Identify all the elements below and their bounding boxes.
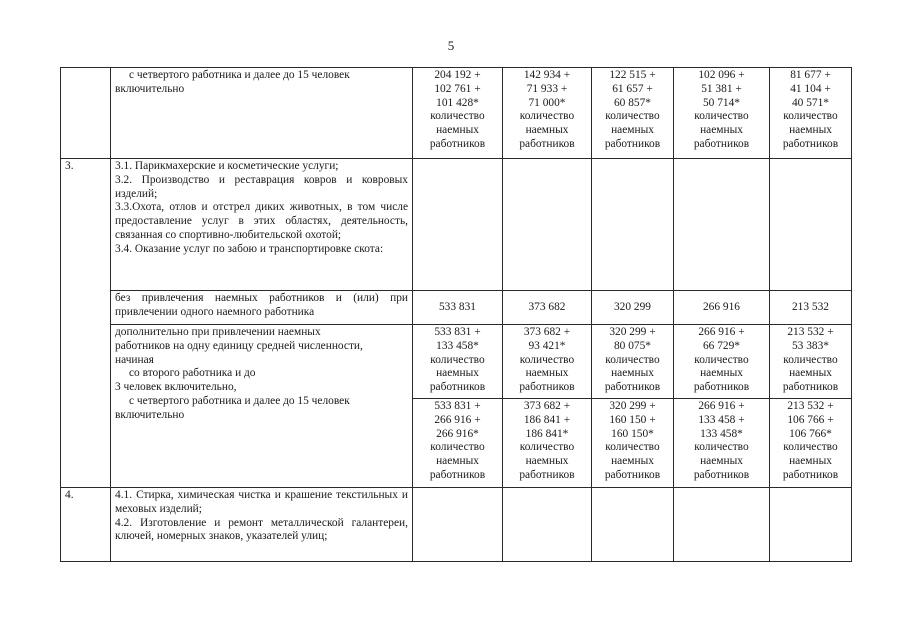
row-number-cell: 4. [61,488,111,562]
value-cell: 533 831 [413,291,503,325]
value-line: 373 682 + [523,326,571,338]
value-line: количество [519,441,575,454]
value-cell [770,399,852,488]
value-line: работников [519,137,575,150]
empty-cell [413,159,503,291]
value-line: 40 571* [791,96,830,109]
value-line: наемных [789,124,832,137]
value-cell [413,68,503,159]
value-line: работников [604,381,661,394]
table-row-continuation [61,68,852,159]
value-line: 204 192 + [434,69,481,81]
value-line: работников [429,381,486,394]
value-line: 50 714* [702,96,741,109]
empty-cell [503,159,592,291]
value-line: 93 421* [528,339,566,352]
value-line: количество [430,353,485,366]
value-cell: 213 532 [770,291,852,325]
value-cell [592,68,674,159]
value-line: наемных [436,367,479,380]
value-line: работников [604,468,661,481]
value-line: 186 841 + [523,413,571,426]
row-number-cell [61,68,111,159]
value-line: наемных [789,455,832,468]
tariff-table [60,67,852,562]
value-line: наемных [700,455,743,468]
value-line: 533 831 + [434,400,481,412]
value-line: 213 532 + [787,326,834,338]
value-line: наемных [700,367,743,380]
empty-cell [674,488,770,562]
value-line: количество [519,110,575,123]
value-line: количество [783,441,838,454]
value-cell [503,399,592,488]
value-cell: 373 682 [503,291,592,325]
empty-cell [770,159,852,291]
value-line: 106 766 + [787,413,834,426]
value-line: количество [694,353,749,366]
table-row-section-3 [61,159,852,291]
description-line: 3 человек включительно, [115,381,237,394]
value-cell [770,325,852,399]
category-item: 3.2. Производство и реставрация ковров и ковровых изделий; [115,173,408,200]
value-line: наемных [611,455,654,468]
value-cell [413,399,503,488]
value-cell [674,399,770,488]
value-line: 41 104 + [790,82,831,95]
page-number: 5 [447,38,455,53]
value-cell [674,325,770,399]
value-line: наемных [611,124,654,137]
value-line: наемных [700,124,743,137]
value-line: работников [782,468,839,481]
value-line: 80 075* [613,339,652,352]
value-line: 53 383* [791,339,830,352]
description-line: работников на одну единицу средней численности, [115,339,363,352]
table-row-section-4 [61,488,852,562]
empty-cell [674,159,770,291]
value-cell [592,325,674,399]
value-cell [592,399,674,488]
value-line: наемных [436,455,479,468]
value-line: 533 831 + [434,326,481,338]
value-line: работников [693,137,750,150]
value-line: работников [693,381,750,394]
value-line: количество [605,441,660,454]
value-line: наемных [525,367,569,380]
value-line: 102 096 + [698,69,745,81]
value-line: 160 150 + [609,413,656,426]
value-line: 373 682 + [523,400,571,412]
category-list-cell [111,159,413,291]
table-row-base [61,291,852,325]
value-line: количество [783,353,838,366]
value-line: наемных [525,124,569,137]
value-line: 133 458* [700,427,743,440]
value-cell: 266 916 [674,291,770,325]
value-line: количество [605,353,660,366]
category-item: 4.1. Стирка, химическая чистка и крашение текстильных и меховых изделий; [115,489,408,515]
value-line: 142 934 + [523,69,571,81]
value-cell [674,68,770,159]
value-cell: 320 299 [592,291,674,325]
value-line: 66 729* [702,339,741,352]
value-line: работников [519,381,575,394]
description-line: с четвертого работника и далее до 15 человек [129,69,350,81]
description-line: дополнительно при привлечении наемных [115,326,321,338]
value-line: 81 677 + [790,69,831,81]
value-line: 71 933 + [526,82,568,95]
empty-cell [413,488,503,562]
category-item: 3.3.Охота, отлов и отстрел диких животных, в том числе предоставление услуг в этих областях, деятельность, связанная со спортивно-любительской охотой; [115,201,408,241]
value-line: наемных [436,124,479,137]
empty-cell [592,159,674,291]
value-line: 133 458 + [698,413,745,426]
value-line: 133 458* [436,339,479,352]
value-line: работников [693,468,750,481]
value-line: работников [429,468,486,481]
category-list-cell [111,488,413,562]
value-cell [413,325,503,399]
value-line: 51 381 + [701,82,742,95]
value-line: 71 000* [528,96,566,109]
category-item: 3.4. Оказание услуг по забою и транспортировке скота: [115,242,384,255]
table-row-additional-2-3 [61,325,852,399]
value-line: количество [430,110,485,123]
value-cell [503,325,592,399]
description-line: с четвертого работника и далее до 15 человек [129,394,350,407]
value-line: 186 841* [525,427,569,440]
description-line: включительно [115,82,185,95]
value-line: 101 428* [436,96,479,109]
value-line: количество [783,110,838,123]
value-line: работников [519,468,575,481]
value-line: 266 916* [436,427,479,440]
value-line: 122 515 + [609,69,656,81]
value-line: 61 657 + [612,82,653,95]
value-line: 266 916 + [434,413,481,426]
row-number-cell: 3. [61,159,111,488]
description-line: начиная [115,353,154,366]
empty-cell [503,488,592,562]
value-line: 106 766* [789,427,832,440]
category-item: 4.2. Изготовление и ремонт металлической галантереи, ключей, номерных знаков, указателей улиц; [115,516,408,543]
description-line: со второго работника и до [129,367,256,380]
value-line: наемных [789,367,832,380]
empty-cell [770,488,852,562]
category-item: 3.1. Парикмахерские и косметические услуги; [115,160,339,172]
value-line: 266 916 + [698,326,745,338]
value-line: работников [429,137,486,150]
row-description-cell [111,68,413,159]
value-line: количество [430,441,485,454]
value-line: количество [605,110,660,123]
value-line: 320 299 + [609,326,656,338]
value-line: работников [604,137,661,150]
value-line: 213 532 + [787,400,834,412]
value-line: количество [519,353,575,366]
row-description-cell: без привлечения наемных работников и (или) при привлечении одного наемного работника [111,291,413,325]
value-line: 160 150* [611,427,654,440]
value-line: 102 761 + [434,82,481,95]
value-line: количество [694,110,749,123]
value-line: работников [782,137,839,150]
empty-cell [592,488,674,562]
description-line: включительно [115,408,185,421]
value-line: наемных [611,367,654,380]
value-line: 266 916 + [698,400,745,412]
value-line: наемных [525,455,569,468]
value-line: количество [694,441,749,454]
value-cell [770,68,852,159]
value-cell [503,68,592,159]
value-line: 320 299 + [609,400,656,412]
row-description-cell [111,325,413,488]
value-line: 60 857* [613,96,652,109]
value-line: работников [782,381,839,394]
